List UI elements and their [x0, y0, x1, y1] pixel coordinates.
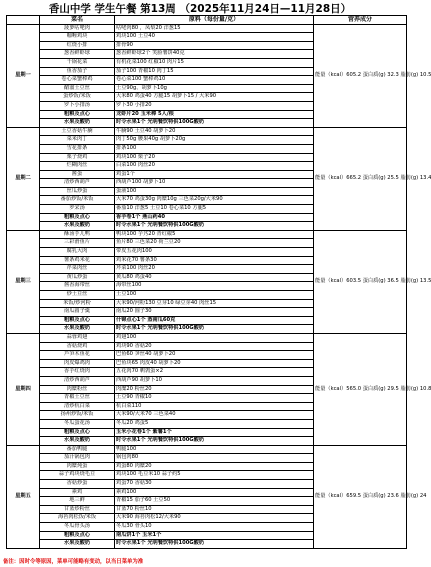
dish-name: 卷心菜蟹棒鸡	[40, 76, 115, 85]
dish-name: 土豆香菇牛腩	[40, 127, 115, 136]
ingredients: 芹菜100 肉丝20	[115, 265, 314, 274]
footer-note: 备注：因时令等原因，菜单可能略有变动，以当日菜单为准	[3, 559, 144, 565]
ingredients: 时令水果1个 光明餐饮特供100G酸奶	[115, 325, 314, 334]
dish-name: 醋溜土豆丝	[40, 84, 115, 93]
ingredients: 大米90 海苔肉松12/大米90	[115, 514, 314, 523]
dish-name: 蒜子鸡块烧毛豆	[40, 471, 115, 480]
dish-name: 腐乳大肉	[40, 248, 115, 257]
ingredients: 大米90/河粉130 豆芽10 绿豆芽40 肉丝15	[115, 299, 314, 308]
dish-name: 炒土豆丝	[40, 291, 115, 300]
dish-name: 烂糊肉丝	[40, 162, 115, 171]
dish-name: 肉糜粉丝	[40, 385, 115, 394]
dish-name: 茄汁锅包肉	[40, 454, 115, 463]
dish-name: 菜米肉丁	[40, 136, 115, 145]
ingredients: 南瓜20 圆子30	[115, 308, 314, 317]
dish-name: 红烧小排	[40, 41, 115, 50]
nutrition-info: 能量（kcal）565.0 蛋白质(g) 29.5 脂肪(g) 10.8	[314, 333, 407, 445]
header-nutrition: 营养成分	[314, 16, 407, 25]
ingredients: 素鸡100	[115, 488, 314, 497]
dish-name: 粗粮及点心	[40, 531, 115, 540]
ingredients: 大米80 鸡蛋40 方腿15 胡萝卜15 / 大米90	[115, 93, 314, 102]
ingredients: 龙虾片20 玉米棒 5人/根	[115, 110, 314, 119]
dish-name: 粗粮及点心	[40, 213, 115, 222]
header-day	[7, 16, 40, 25]
dish-name: 咖喱鸡块	[40, 33, 115, 42]
dish-name: 酥汤芋儿鸭	[40, 230, 115, 239]
ingredients: 巴鱼块65 肉皮40 胡萝卜20	[115, 359, 314, 368]
dish-name: 米饭/炒河粉	[40, 299, 115, 308]
dish-name: 香芋红烧肉	[40, 368, 115, 377]
ingredients: 巴鱼60 笋丝40 胡萝卜20	[115, 351, 314, 360]
nutrition-info: 能量（kcal）605.2 蛋白质(g) 32.3 脂肪(g) 10.5	[314, 24, 407, 127]
day-label: 星期二	[7, 127, 40, 230]
ingredients: 土豆90 青椒10	[115, 394, 314, 403]
dish-name: 罗宋汤	[40, 205, 115, 214]
table-row	[7, 127, 407, 136]
ingredients: 海带丝100	[115, 282, 314, 291]
ingredients: 有机花菜100 红椒10 肉片15	[115, 58, 314, 67]
ingredients: 带皮五花肉100	[115, 248, 314, 257]
dish-name: 香菇炒蛋	[40, 480, 115, 489]
ingredients: 什锦点心1个 蒸南瓜60克	[115, 316, 314, 325]
dish-name: 肉皮爆鸡肉	[40, 359, 115, 368]
ingredients: 杭白菜110	[115, 402, 314, 411]
dish-name: 芹菜肉丝	[40, 265, 115, 274]
day-label: 星期五	[7, 445, 40, 548]
ingredients: 鸭腿100	[115, 445, 314, 454]
dish-name: 水果及酸奶	[40, 540, 115, 549]
dish-name: 酱香海带丝	[40, 282, 115, 291]
ingredients: 冬瓜20 鸡蛋5	[115, 419, 314, 428]
dish-name: 素鸡	[40, 488, 115, 497]
dish-name: 鱼香茄子	[40, 67, 115, 76]
ingredients: 土豆100	[115, 291, 314, 300]
dish-name: 肉糜炖蛋	[40, 462, 115, 471]
dish-name: 番茄炒饭/米饭	[40, 196, 115, 205]
ingredients: 排骨90	[115, 41, 314, 50]
dish-name: 扬州炒饭/米饭	[40, 411, 115, 420]
ingredients: 土豆90g、胡萝卜10g	[115, 84, 314, 93]
dish-name: 芦笋木鱼花	[40, 351, 115, 360]
ingredients: 牛腩90 土豆40 胡萝卜20	[115, 127, 314, 136]
ingredients: 鸡米花70 薯条30	[115, 256, 314, 265]
ingredients: 大米90/大米70 三色菜40	[115, 411, 314, 420]
ingredients: 排条100	[115, 144, 314, 153]
dish-name: 水果及酸奶	[40, 325, 115, 334]
dish-name: 薯条鸡米花	[40, 256, 115, 265]
weekly-menu-table	[6, 15, 431, 549]
ingredients: 鸡蛋70 香菇30	[115, 480, 314, 489]
dish-name: 海苔肉松饭/米饭	[40, 514, 115, 523]
dish-name: 蛋炒饭/米饭	[40, 93, 115, 102]
dish-name: 清炒杭白菜	[40, 402, 115, 411]
ingredients: 锅包肉80	[115, 454, 314, 463]
dish-name: 水果及酸奶	[40, 119, 115, 128]
dish-name: 香菇烧鸡	[40, 342, 115, 351]
dish-name: 三彩滑鱼片	[40, 239, 115, 248]
dish-name: 菠萝咕咾肉	[40, 24, 115, 33]
dish-name: 丝瓜炒蛋	[40, 187, 115, 196]
ingredients: 茄子100 青椒10 肉丁15	[115, 67, 314, 76]
dish-name: 甘蓝炒粉丝	[40, 505, 115, 514]
dish-name: 水果及酸奶	[40, 437, 115, 446]
ingredients: 西葫芦90 胡萝卜10	[115, 376, 314, 385]
dish-name: 南瓜圆子羹	[40, 308, 115, 317]
ingredients: 鸭块100 芋艿20 青红椒5	[115, 230, 314, 239]
ingredients: 南瓜饼1个 玉米1个	[115, 531, 314, 540]
ingredients: 肉丁50g 腰果40g 胡萝卜20g	[115, 136, 314, 145]
nutrition-info: 能量（kcal）659.5 蛋白质(g) 23.6 脂肪(g) 24	[314, 445, 407, 548]
dish-name: 清炒西葫芦	[40, 376, 115, 385]
ingredients: 香芋卷1个 燕山药40	[115, 213, 314, 222]
ingredients: 鸡块100 土豆40	[115, 33, 314, 42]
ingredients: 甘蓝70 粉丝10	[115, 505, 314, 514]
dish-name: 青椒土豆丝	[40, 394, 115, 403]
ingredients: 五花肉70 鹌鹑蛋×2	[115, 368, 314, 377]
ingredients: 咕咾肉80 ，凤梨20 洋葱15	[115, 24, 314, 33]
dish-name: 番茄鸭腿	[40, 445, 115, 454]
table-row	[7, 445, 407, 454]
header-dish: 菜名	[40, 16, 115, 25]
ingredients: 鸡蛋80 肉糜20	[115, 462, 314, 471]
dish-name: 地三鲜	[40, 497, 115, 506]
ingredients: 冬瓜30 骨头10	[115, 523, 314, 532]
ingredients: 白菜100 肉丝20	[115, 162, 314, 171]
table-row	[7, 24, 407, 33]
dish-name: 罗卜小排汤	[40, 101, 115, 110]
ingredients: 时令水果1个 光明餐饮特供100G酸奶	[115, 437, 314, 446]
ingredients: 玉米小花卷1个 紫薯1个	[115, 428, 314, 437]
dish-name: 冬瓜骨头汤	[40, 523, 115, 532]
dish-name: 粗粮及点心	[40, 316, 115, 325]
menu-body	[7, 24, 431, 548]
nutrition-info: 能量（kcal）665.2 蛋白质(g) 25.5 脂肪(g) 13.4	[314, 127, 407, 230]
ingredients: 西葫芦100 胡萝卜10	[115, 179, 314, 188]
dish-name: 粗粮及点心	[40, 110, 115, 119]
ingredients: 鸡块90 香菇20	[115, 342, 314, 351]
ingredients: 鸡蛋1个	[115, 170, 314, 179]
dish-name: 水果及酸奶	[40, 222, 115, 231]
ingredients: 时令水果1个 光明餐饮特供100G酸奶	[115, 540, 314, 549]
dish-name: 冬瓜蛋花汤	[40, 419, 115, 428]
ingredients: 肉糜20 粉丝20	[115, 385, 314, 394]
ingredients: 黄瓜80 鸡蛋40	[115, 273, 314, 282]
ingredients: 卷心菜100 蟹棒鸡10	[115, 76, 314, 85]
ingredients: 鸡块100 栗子20	[115, 153, 314, 162]
dish-name: 酱蛋	[40, 170, 115, 179]
dish-name: 清炒西葫芦	[40, 179, 115, 188]
ingredients: 时令水果1个 光明餐饮特供100G酸奶	[115, 222, 314, 231]
ingredients: 葱香鲜虾球2个 笑脸薯饼40克	[115, 50, 314, 59]
ingredients: 蛋液100	[115, 187, 314, 196]
ingredients: 青椒15 茄子60 土豆50	[115, 497, 314, 506]
dish-name: 雪花排条	[40, 144, 115, 153]
day-label: 星期三	[7, 230, 40, 333]
dish-name: 粗粮及点心	[40, 428, 115, 437]
table-row	[7, 230, 407, 239]
dish-name: 千锅花菜	[40, 58, 115, 67]
table-row	[7, 333, 407, 342]
day-label: 星期四	[7, 333, 40, 445]
dish-name: 蒜蓉鸡翅	[40, 333, 115, 342]
ingredients: 大米70 鸡蛋30g 肉糜10g 三色菜20g/大米90	[115, 196, 314, 205]
page-title: 香山中学 学生午餐 第13周 （2025年11月24日—11月28日）	[48, 3, 352, 15]
dish-name: 栗子烧鸡	[40, 153, 115, 162]
ingredients: 罗卜30 小排20	[115, 101, 314, 110]
ingredients: 鸡翅100	[115, 333, 314, 342]
header-ingredients: 原料（每份量/克）	[115, 16, 314, 25]
ingredients: 鱼片80 三色菜20 荷兰豆20	[115, 239, 314, 248]
table-header-row	[7, 16, 407, 25]
dish-name: 葱香鲜虾球	[40, 50, 115, 59]
ingredients: 番茄10 洋葱5 土豆10 卷心菜10 方腿5	[115, 205, 314, 214]
ingredients: 时令水果1个 光明餐饮特供100G酸奶	[115, 119, 314, 128]
nutrition-info: 能量（kcal）603.5 蛋白质(g) 36.5 脂肪(g) 13.5	[314, 230, 407, 333]
ingredients: 鸡块100 毛豆米10 蒜子约5	[115, 471, 314, 480]
dish-name: 黄瓜炒蛋	[40, 273, 115, 282]
day-label: 星期一	[7, 24, 40, 127]
